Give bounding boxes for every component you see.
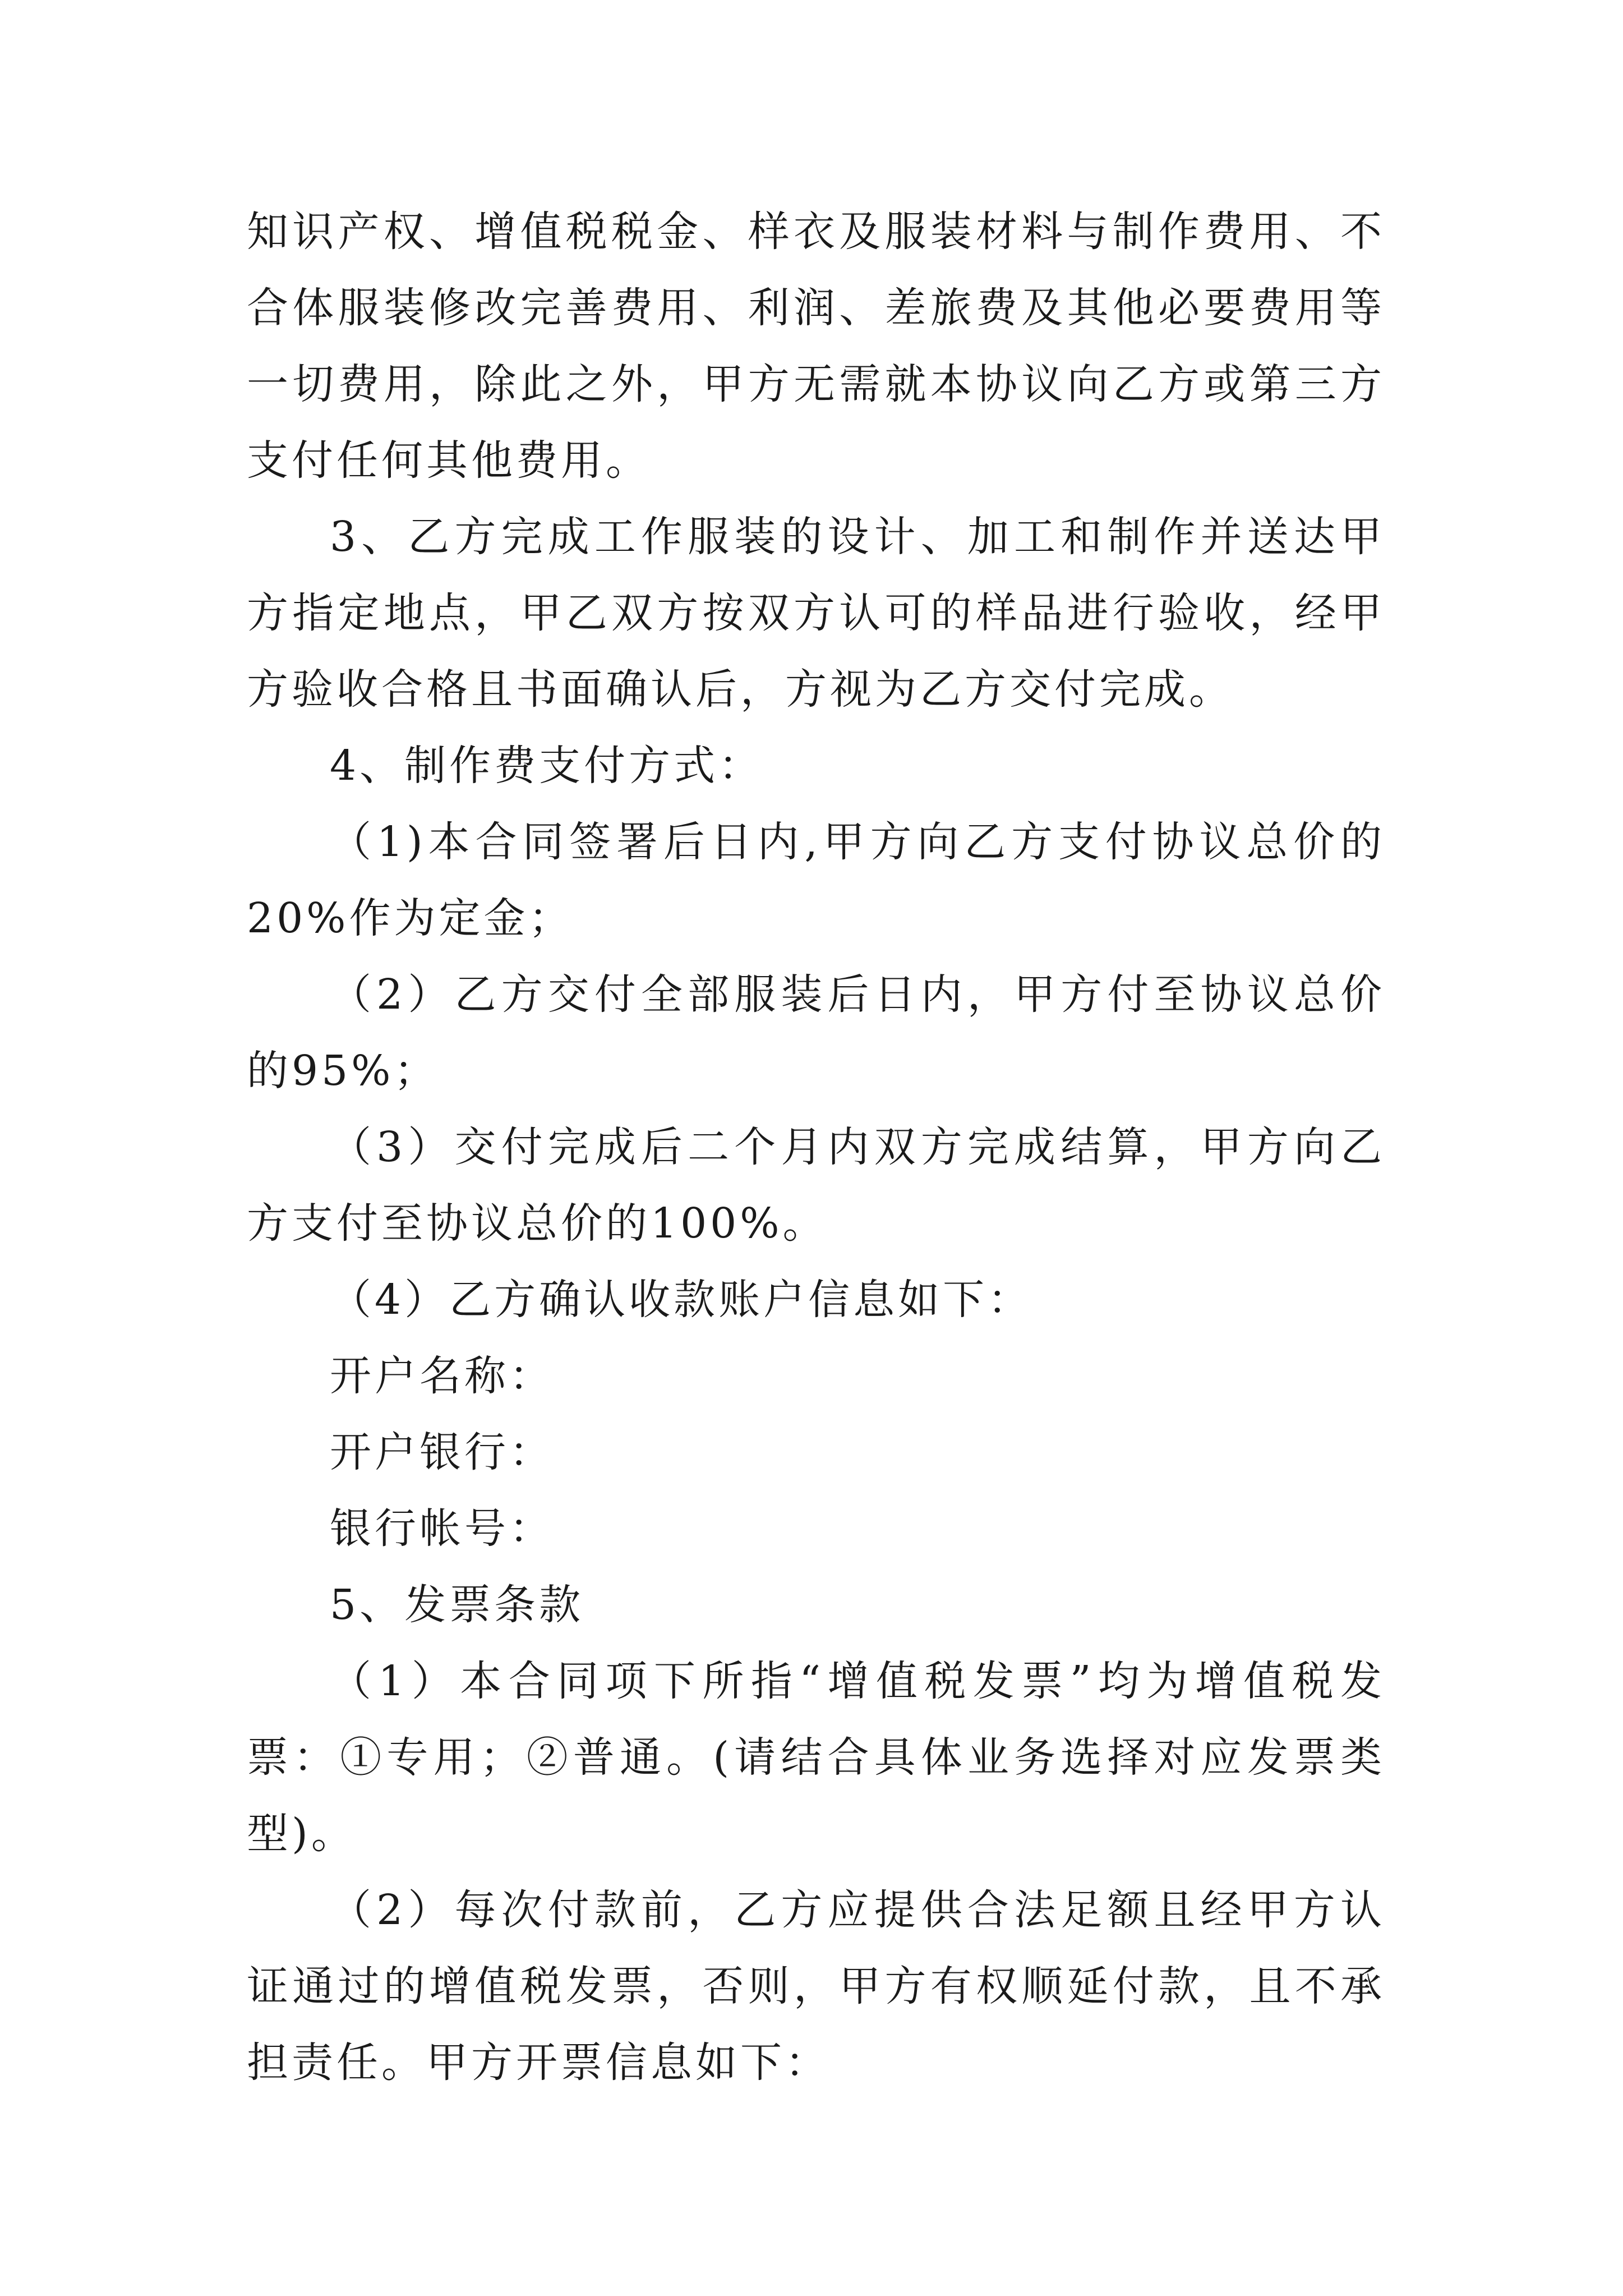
paragraph-delivery-acceptance: 3、乙方完成工作服装的设计、加工和制作并送达甲方指定地点，甲乙双方按双方认可的样品进行验收，经甲方验收合格且书面确认后，方视为乙方交付完成。 xyxy=(247,513,1385,714)
contract-body xyxy=(247,194,1385,2101)
field-account-name: 开户名称： xyxy=(330,1352,554,1400)
field-bank-name: 开户银行： xyxy=(330,1428,554,1476)
paragraph-invoice-type: （1）本合同项下所指“增值税发票”均为增值税发票：①专用；②普通。(请结合具体业务选择对应发票类型)。 xyxy=(247,1657,1385,1858)
paragraph-invoice-heading: 5、发票条款 xyxy=(330,1581,584,1629)
paragraph-account-info-heading: （4）乙方确认收款账户信息如下： xyxy=(330,1276,1033,1324)
paragraph-payment-method-heading: 4、制作费支付方式： xyxy=(330,742,764,790)
paragraph-invoice-requirement: （2）每次付款前，乙方应提供合法足额且经甲方认证通过的增值税发票，否则，甲方有权顺延付款，且不承担责任。甲方开票信息如下： xyxy=(247,1886,1385,2087)
paragraph-payment-delivery: （2）乙方交付全部服装后日内，甲方付至协议总价的95%； xyxy=(247,970,1385,1095)
paragraph-payment-settlement: （3）交付完成后二个月内双方完成结算，甲方向乙方支付至协议总价的100%。 xyxy=(247,1123,1385,1248)
paragraph-fee-scope: 知识产权、增值税税金、样衣及服装材料与制作费用、不合体服装修改完善费用、利润、差旅费及其他必要费用等一切费用，除此之外，甲方无需就本协议向乙方或第三方支付任何其他费用。 xyxy=(247,208,1385,485)
paragraph-payment-deposit: （1)本合同签署后日内,甲方向乙方支付协议总价的20%作为定金； xyxy=(247,818,1385,942)
field-account-number: 银行帐号： xyxy=(330,1504,554,1553)
